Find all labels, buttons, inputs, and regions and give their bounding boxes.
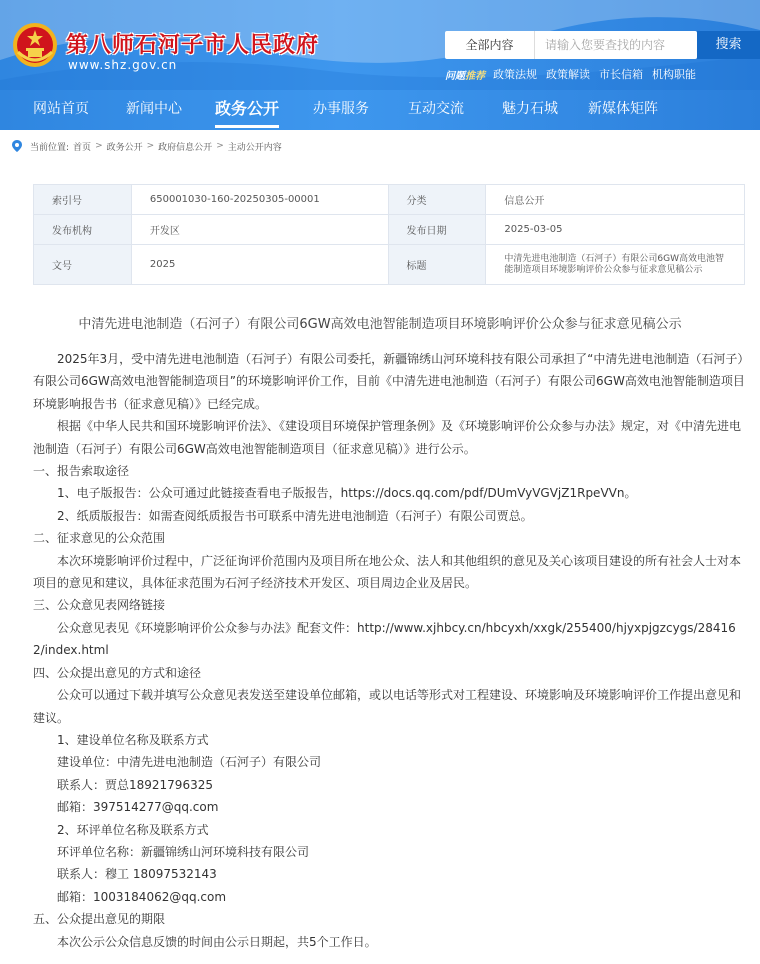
category-key: 分类: [388, 185, 486, 215]
article-body: [33, 348, 745, 953]
index-value: 650001030-160-20250305-00001: [131, 185, 388, 215]
nav-government-affairs[interactable]: 政务公开: [215, 92, 279, 130]
search-input[interactable]: [537, 33, 695, 57]
org-value: 开发区: [131, 215, 388, 245]
paper-report-item: 2、纸质版报告：如需查阅纸质报告书可联系中清先进电池制造（石河子）有限公司贾总。: [57, 508, 533, 523]
main-nav: [0, 92, 760, 130]
site-url: www.shz.gov.cn: [68, 58, 178, 72]
nav-charm-city[interactable]: 魅力石城: [502, 101, 558, 117]
article-title: 中清先进电池制造（石河子）有限公司6GW高效电池智能制造项目环境影响评价公众参与征求意见稿公示: [78, 317, 682, 332]
paragraph-basis: 根据《中华人民共和国环境影响评价法》、《建设项目环境保护管理条例》及《环境影响评价公众参与办法》规定，对《中清先进电池制造（石河子）有限公司6GW高效电池智能制造项目（征求意见稿）》进行公示。: [33, 419, 742, 456]
builder-unit: 建设单位：中清先进电池制造（石河子）有限公司: [57, 755, 322, 770]
breadcrumb-home[interactable]: 首页: [73, 142, 92, 153]
evaluator-email[interactable]: 邮箱：1003184062@qq.com: [57, 889, 227, 904]
section-heading-3: 三、公众意见表网络链接: [33, 598, 166, 613]
evaluator-contact: 联系人：穆工 18097532143: [57, 867, 217, 882]
breadcrumb-separator: >: [146, 141, 155, 151]
quick-link-interpretation[interactable]: 政策解读: [546, 68, 590, 81]
paragraph-intro: 2025年3月，受中清先进电池制造（石河子）有限公司委托，新疆锦绣山河环境科技有限公司承担了“中清先进电池制造（石河子）有限公司6GW高效电池智能制造项目”的环境影响评价工作，目前《中清先进电池制造（石河子）有限公司6GW高效电池智能制造项目环境影响报告书（征求意见稿）》已经完成。: [33, 352, 745, 411]
nav-news[interactable]: 新闻中心: [126, 101, 182, 117]
breadcrumb-active-disclosure[interactable]: 主动公开内容: [227, 142, 282, 153]
builder-contact: 联系人：贾总18921796325: [57, 777, 213, 792]
national-emblem-icon: [12, 22, 58, 68]
quick-link-mayor-mailbox[interactable]: 市长信箱: [599, 68, 643, 81]
docno-key: 文号: [34, 245, 132, 285]
docno-value: 2025: [131, 245, 388, 285]
index-key: 索引号: [34, 185, 132, 215]
section-heading-1: 一、报告索取途径: [33, 464, 130, 479]
breadcrumb-separator: >: [216, 141, 224, 151]
search-scope-select[interactable]: 全部内容: [445, 31, 535, 59]
section-heading-4: 四、公众提出意见的方式和途径: [33, 665, 202, 680]
breadcrumb: [12, 139, 282, 153]
nav-services[interactable]: 办事服务: [313, 101, 369, 117]
nav-new-media[interactable]: 新媒体矩阵: [588, 101, 658, 117]
breadcrumb-government-affairs[interactable]: 政务公开: [106, 142, 143, 153]
subject-key: 标题: [388, 245, 486, 285]
evaluator-unit: 环评单位名称：新疆锦绣山河环境科技有限公司: [57, 844, 310, 859]
contact-heading-evaluator: 2、环评单位名称及联系方式: [57, 822, 209, 837]
nav-home[interactable]: 网站首页: [33, 101, 89, 117]
document-info-table: [33, 184, 745, 285]
breadcrumb-separator: >: [95, 141, 103, 151]
site-title[interactable]: 第八师石河子市人民政府: [66, 33, 320, 58]
paragraph-scope: 本次环境影响评价过程中，广泛征询评价范围内及项目所在地公众、法人和其他组织的意见及关心该项目建设的所有社会人士对本项目的意见和建议，具体征求范围为石河子经济技术开发区、项目周边企业及居民。: [33, 553, 742, 591]
quick-links: [445, 66, 705, 82]
date-key: 发布日期: [388, 215, 486, 245]
location-pin-icon: [12, 140, 22, 152]
subject-value: 中清先进电池制造（石河子）有限公司6GW高效电池智能制造项目环境影响评价公众参与征求意见稿公示: [486, 245, 745, 285]
breadcrumb-label: 当前位置:: [30, 142, 70, 153]
opinion-form-link[interactable]: 公众意见表见《环境影响评价公众参与办法》配套文件：http://www.xjhbcy.cn/hbcyxh/xxgk/255400/hjyxpjgzcygs/284162/index.html: [33, 620, 736, 658]
quick-link-functions[interactable]: 机构职能: [652, 68, 696, 81]
site-header: [0, 0, 760, 130]
paragraph-methods: 公众可以通过下载并填写公众意见表发送至建设单位邮箱，或以电话等形式对工程建设、环境影响及环境影响评价工作提出意见和建议。: [33, 688, 742, 725]
section-heading-2: 二、征求意见的公众范围: [33, 531, 166, 546]
date-value: 2025-03-05: [486, 215, 745, 245]
paragraph-deadline: 本次公示公众信息反馈的时间由公示日期起，共5个工作日。: [57, 934, 377, 949]
contact-heading-builder: 1、建设单位名称及联系方式: [57, 732, 209, 747]
section-heading-5: 五、公众提出意见的期限: [33, 912, 166, 927]
org-key: 发布机构: [34, 215, 132, 245]
search-button[interactable]: 搜索: [697, 31, 760, 59]
nav-interaction[interactable]: 互动交流: [408, 101, 464, 117]
builder-email[interactable]: 邮箱：397514277@qq.com: [57, 800, 219, 815]
search-box: [445, 31, 697, 59]
category-value: 信息公开: [486, 185, 745, 215]
quick-logo: 问题推荐: [445, 70, 485, 82]
electronic-report-link[interactable]: 1、电子版报告：公众可通过此链接查看电子版报告，https://docs.qq.com/pdf/DUmVyVGVjZ1RpeVVn。: [57, 486, 637, 501]
breadcrumb-info-disclosure[interactable]: 政府信息公开: [158, 142, 213, 153]
quick-link-policy[interactable]: 政策法规: [493, 68, 537, 81]
